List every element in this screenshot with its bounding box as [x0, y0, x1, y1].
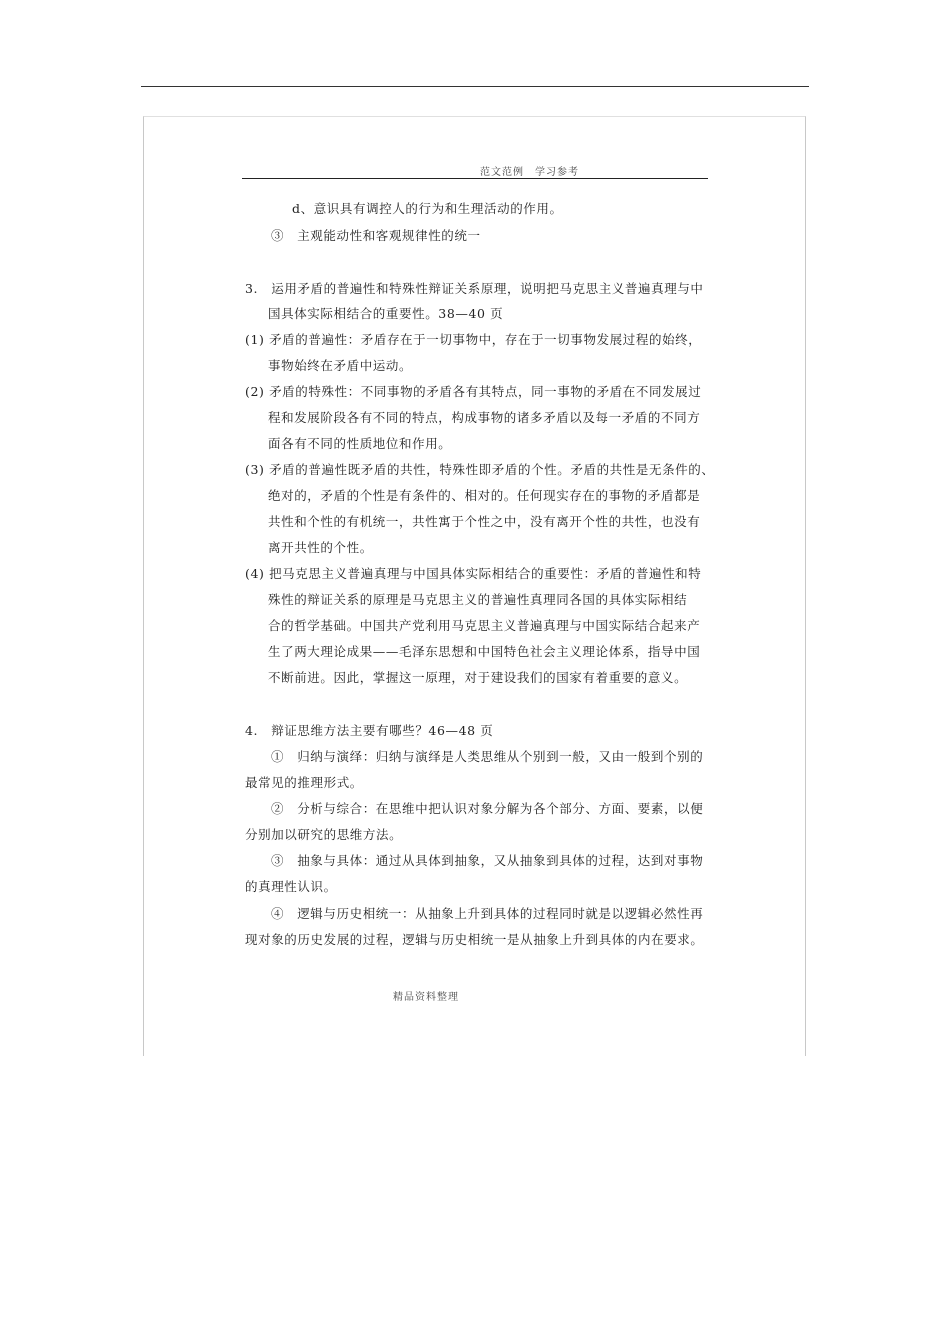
text-line: 国具体实际相结合的重要性。38—40 页 — [268, 306, 504, 321]
page-footer: 精品资料整理 — [393, 992, 459, 1003]
text-line: ③ 抽象与具体：通过从具体到抽象，又从抽象到具体的过程，达到对事物 — [271, 853, 704, 868]
text-line: (3) 矛盾的普遍性既矛盾的共性，特殊性即矛盾的个性。矛盾的共性是无条件的、 — [245, 462, 715, 477]
text-line: (1) 矛盾的普遍性：矛盾存在于一切事物中，存在于一切事物发展过程的始终， — [245, 332, 702, 347]
text-line: (2) 矛盾的特殊性：不同事物的矛盾各有其特点，同一事物的矛盾在不同发展过 — [245, 384, 702, 399]
text-line: ② 分析与综合：在思维中把认识对象分解为各个部分、方面、要素，以便 — [271, 801, 704, 816]
text-line: 现对象的历史发展的过程，逻辑与历史相统一是从抽象上升到具体的内在要求。 — [245, 932, 704, 947]
text-line: 不断前进。因此，掌握这一原理，对于建设我们的国家有着重要的意义。 — [268, 670, 688, 685]
question-heading: 3. 运用矛盾的普遍性和特殊性辩证关系原理，说明把马克思主义普遍真理与中 — [245, 281, 704, 296]
text-line: 殊性的辩证关系的原理是马克思主义的普遍性真理同各国的具体实际相结 — [268, 592, 688, 607]
text-line: 绝对的，矛盾的个性是有条件的、相对的。任何现实存在的事物的矛盾都是 — [268, 488, 701, 503]
text-line: 共性和个性的有机统一，共性寓于个性之中，没有离开个性的共性，也没有 — [268, 514, 701, 529]
text-line: 程和发展阶段各有不同的特点，构成事物的诸多矛盾以及每一矛盾的不同方 — [268, 410, 701, 425]
page-top-rule — [141, 86, 809, 87]
text-line: (4) 把马克思主义普遍真理与中国具体实际相结合的重要性：矛盾的普遍性和特 — [245, 566, 702, 581]
header-rule — [242, 178, 708, 179]
text-line: 分别加以研究的思维方法。 — [245, 827, 403, 842]
text-line: ③ 主观能动性和客观规律性的统一 — [271, 228, 481, 243]
question-heading: 4. 辩证思维方法主要有哪些？46—48 页 — [245, 723, 494, 738]
text-line: 离开共性的个性。 — [268, 540, 373, 555]
text-line: 事物始终在矛盾中运动。 — [268, 358, 413, 373]
text-line: 的真理性认识。 — [245, 879, 337, 894]
text-line: 合的哲学基础。中国共产党利用马克思主义普遍真理与中国实际结合起来产 — [268, 618, 701, 633]
text-line: 面各有不同的性质地位和作用。 — [268, 436, 452, 451]
page-header: 范文范例 学习参考 — [480, 167, 579, 178]
text-line: 最常见的推理形式。 — [245, 775, 363, 790]
text-line: ④ 逻辑与历史相统一：从抽象上升到具体的过程同时就是以逻辑必然性再 — [271, 906, 704, 921]
text-line: 生了两大理论成果——毛泽东思想和中国特色社会主义理论体系，指导中国 — [268, 644, 701, 659]
text-line: d、意识具有调控人的行为和生理活动的作用。 — [292, 201, 563, 216]
text-line: ① 归纳与演绎：归纳与演绎是人类思维从个别到一般，又由一般到个别的 — [271, 749, 704, 764]
